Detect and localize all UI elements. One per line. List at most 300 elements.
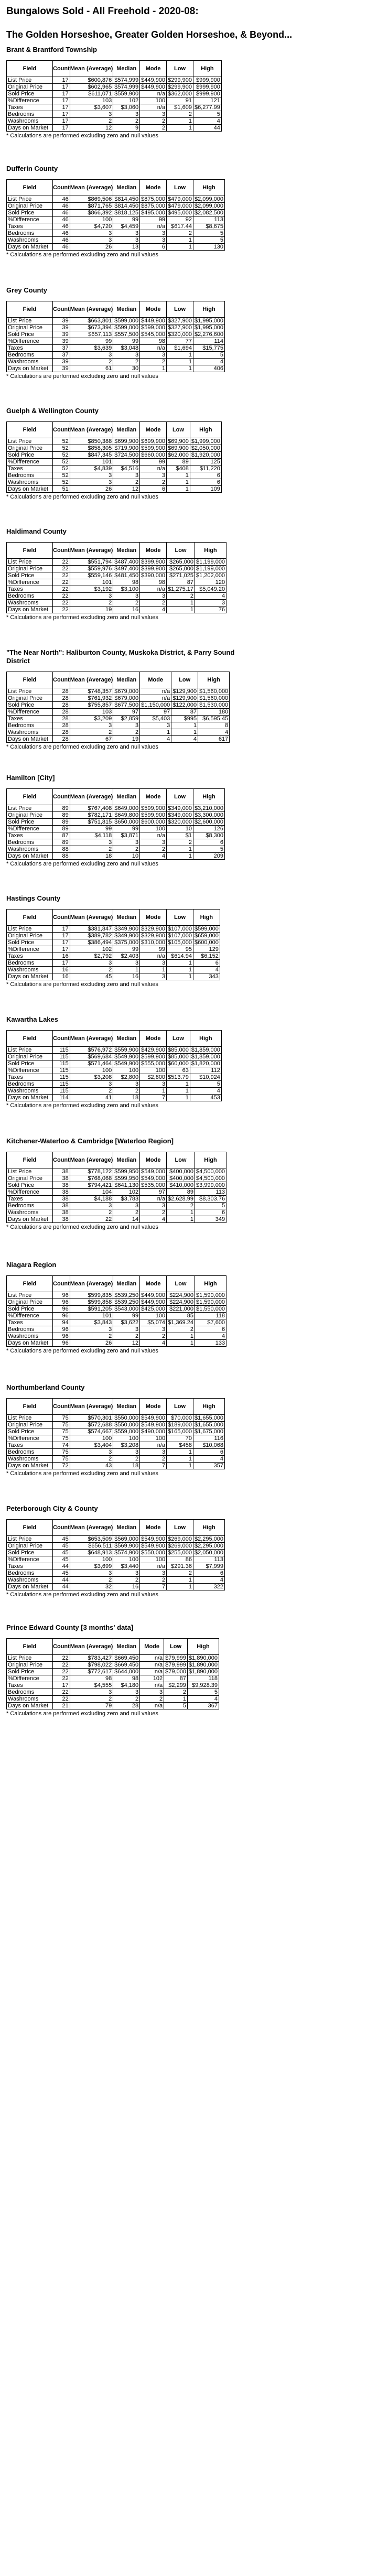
column-header: Median: [113, 61, 140, 77]
table-cell: $349,000: [167, 812, 193, 819]
table-cell: 104: [70, 1189, 113, 1196]
table-header-row: [7, 1031, 222, 1047]
table-cell: 2: [113, 479, 140, 486]
table-cell: $850,388: [70, 438, 113, 445]
table-cell: 10: [167, 826, 193, 832]
table-cell: 96: [53, 1292, 70, 1299]
column-header: Mean (Average): [70, 422, 113, 438]
table-cell: 115: [53, 1054, 70, 1060]
table-cell: 18: [113, 1463, 140, 1469]
table-cell: 22: [53, 579, 70, 586]
table-row: [7, 125, 222, 132]
table-cell: $390,000: [140, 572, 167, 579]
table-cell: $1,890,000: [187, 1669, 219, 1675]
table-row: [7, 1189, 226, 1196]
table-cell: $656,511: [70, 1543, 113, 1550]
table-cell: $291.36: [167, 1563, 193, 1570]
table-cell: $539,250: [113, 1292, 140, 1299]
table-row: [7, 331, 225, 338]
table-cell: $449,900: [140, 84, 167, 91]
table-row: [7, 1182, 226, 1189]
row-label: Taxes: [7, 1442, 53, 1449]
table-cell: 453: [190, 1095, 221, 1101]
table-row: [7, 223, 225, 230]
table-cell: $644,000: [113, 1669, 140, 1675]
table-cell: 89: [53, 812, 70, 819]
table-cell: 100: [113, 1556, 140, 1563]
table-cell: $1,920,000: [190, 452, 221, 459]
table-cell: 1: [167, 1577, 193, 1584]
table-cell: 17: [53, 1682, 70, 1689]
column-header: High: [198, 672, 230, 688]
column-header: High: [193, 61, 221, 77]
table-cell: 2: [167, 1570, 193, 1577]
table-cell: $513.79: [167, 1074, 190, 1081]
table-cell: 26: [70, 486, 113, 493]
table-cell: 102: [113, 1189, 140, 1196]
table-cell: 17: [53, 946, 70, 953]
region-title: Guelph & Wellington County: [6, 407, 99, 415]
table-cell: $265,000: [167, 566, 195, 572]
table-cell: 118: [187, 1675, 219, 1682]
table-cell: $11,220: [190, 466, 221, 472]
table-row: [7, 1074, 222, 1081]
row-label: Sold Price: [7, 1182, 53, 1189]
table-cell: 100: [70, 1435, 113, 1442]
table-cell: $349,900: [113, 926, 140, 933]
table-cell: 22: [53, 1655, 70, 1662]
table-row: [7, 237, 225, 244]
table-cell: $400,000: [167, 1168, 195, 1175]
table-cell: 4: [193, 118, 221, 125]
column-header: High: [193, 301, 224, 318]
table-cell: $572,688: [70, 1422, 113, 1428]
footnote: * Calculations are performed excluding zero and null values: [6, 1224, 158, 1230]
column-header: Count: [53, 1031, 70, 1047]
table-cell: 3: [140, 472, 167, 479]
table-cell: 2: [140, 1209, 167, 1216]
table-cell: $6,595.45: [198, 716, 230, 722]
table-row: [7, 1703, 219, 1709]
table-cell: $599,000: [193, 926, 220, 933]
row-label: %Difference: [7, 98, 53, 104]
table-cell: 3: [70, 111, 113, 118]
table-cell: 4: [171, 736, 198, 743]
region-title: Prince Edward County [3 months' data]: [6, 1623, 134, 1631]
table-cell: 1: [167, 237, 193, 244]
table-cell: 126: [193, 826, 224, 832]
table-cell: $399,900: [140, 559, 167, 566]
table-row: [7, 365, 225, 372]
table-cell: 17: [53, 111, 70, 118]
table-cell: $3,060: [113, 104, 140, 111]
table-cell: 2: [70, 1333, 113, 1340]
table-cell: 52: [53, 479, 70, 486]
table-cell: 74: [53, 1442, 70, 1449]
column-header: High: [193, 910, 220, 926]
column-header: Field: [7, 301, 53, 318]
table-cell: $794,421: [70, 1182, 113, 1189]
table-cell: $329,900: [140, 933, 167, 939]
row-label: List Price: [7, 688, 53, 695]
table-cell: $778,122: [70, 1168, 113, 1175]
table-cell: $559,900: [113, 1047, 140, 1054]
table-row: [7, 1333, 226, 1340]
row-label: List Price: [7, 1047, 53, 1054]
table-cell: $650,000: [113, 819, 140, 826]
table-cell: 3: [70, 839, 113, 846]
row-label: Days on Market: [7, 244, 53, 251]
row-label: List Price: [7, 1168, 53, 1175]
table-cell: 2: [140, 125, 167, 132]
table-header-row: [7, 1152, 226, 1168]
table-cell: $8,300: [193, 832, 224, 839]
column-header: Count: [53, 1639, 70, 1655]
table-cell: $847,345: [70, 452, 113, 459]
table-cell: $5,049.20: [195, 586, 226, 593]
table-cell: $599,000: [140, 324, 167, 331]
table-cell: 1: [140, 365, 167, 372]
table-cell: $1,999,000: [190, 438, 221, 445]
table-cell: $224,900: [167, 1292, 195, 1299]
table-cell: 3: [140, 839, 167, 846]
table-row: [7, 196, 225, 203]
table-cell: 5: [193, 846, 224, 853]
column-header: Mean (Average): [70, 1031, 113, 1047]
table-row: [7, 933, 220, 939]
table-row: [7, 1570, 225, 1577]
row-label: Sold Price: [7, 572, 53, 579]
table-header-row: [7, 543, 226, 559]
table-cell: $4,720: [70, 223, 113, 230]
row-label: Days on Market: [7, 973, 53, 980]
table-row: [7, 217, 225, 223]
table-cell: 101: [70, 579, 113, 586]
table-cell: 118: [195, 1313, 226, 1319]
table-cell: 3: [140, 1081, 167, 1088]
table-cell: $4,500,000: [195, 1175, 226, 1182]
column-header: Mean (Average): [70, 672, 113, 688]
table-cell: $479,000: [167, 196, 193, 203]
table-cell: 4: [193, 1456, 224, 1463]
column-header: Field: [7, 543, 53, 559]
table-cell: $3,622: [113, 1319, 140, 1326]
table-cell: $875,000: [140, 203, 167, 210]
table-cell: $1,820,000: [190, 1060, 221, 1067]
region-section: [6, 165, 361, 258]
row-label: Original Price: [7, 933, 53, 939]
table-cell: $7,999: [193, 1563, 224, 1570]
table-header-row: [7, 1276, 226, 1292]
table-cell: 2: [140, 1456, 167, 1463]
table-cell: $105,000: [167, 939, 193, 946]
table-cell: $657,113: [70, 331, 113, 338]
table-cell: 5: [193, 111, 221, 118]
table-cell: 3: [70, 472, 113, 479]
column-header: Low: [171, 672, 198, 688]
table-row: [7, 1435, 225, 1442]
table-cell: 89: [53, 839, 70, 846]
table-header-row: [7, 1639, 219, 1655]
table-cell: 5: [193, 352, 224, 359]
table-cell: $1: [167, 832, 193, 839]
table-cell: 115: [53, 1074, 70, 1081]
table-cell: 99: [140, 217, 167, 223]
table-cell: 5: [190, 1081, 221, 1088]
table-cell: $653,509: [70, 1536, 113, 1543]
table-row: [7, 352, 225, 359]
table-cell: $545,000: [140, 331, 167, 338]
table-cell: $429,900: [140, 1047, 167, 1054]
row-label: Bedrooms: [7, 1081, 53, 1088]
table-cell: $2,859: [113, 716, 140, 722]
table-row: [7, 210, 225, 217]
row-label: Bedrooms: [7, 960, 53, 967]
footnote: * Calculations are performed excluding zero and null values: [6, 614, 158, 621]
table-row: [7, 967, 220, 973]
table-cell: 3: [140, 1570, 167, 1577]
table-cell: 16: [113, 1584, 140, 1590]
table-cell: $599,950: [113, 1168, 140, 1175]
table-cell: 13: [113, 244, 140, 251]
table-cell: 38: [53, 1182, 70, 1189]
table-cell: 3: [70, 1081, 113, 1088]
row-label: Taxes: [7, 223, 53, 230]
table-cell: 6: [140, 486, 167, 493]
region-section: [6, 1505, 361, 1598]
table-cell: n/a: [140, 1669, 164, 1675]
column-header: Mode: [140, 543, 167, 559]
table-cell: 102: [113, 98, 140, 104]
table-cell: $669,450: [113, 1655, 140, 1662]
table-row: [7, 1456, 225, 1463]
table-cell: $4,500,000: [195, 1168, 226, 1175]
row-label: Taxes: [7, 953, 53, 960]
table-cell: 114: [193, 338, 224, 345]
table-cell: 39: [53, 331, 70, 338]
region-section: [6, 648, 361, 751]
table-cell: 87: [53, 832, 70, 839]
table-cell: 3: [140, 960, 167, 967]
table-cell: 6: [190, 472, 221, 479]
table-cell: 3: [140, 593, 167, 600]
table-cell: 96: [53, 1306, 70, 1313]
row-label: Taxes: [7, 586, 53, 593]
row-label: %Difference: [7, 1675, 53, 1682]
table-cell: 91: [167, 98, 193, 104]
table-cell: n/a: [140, 1703, 164, 1709]
table-cell: 63: [167, 1067, 190, 1074]
column-header: Count: [53, 672, 70, 688]
row-label: Taxes: [7, 832, 53, 839]
table-cell: $224,900: [167, 1299, 195, 1306]
row-label: Washrooms: [7, 846, 53, 853]
table-row: [7, 722, 230, 729]
table-cell: $495,000: [140, 210, 167, 217]
table-row: [7, 960, 220, 967]
table-cell: $599,000: [113, 324, 140, 331]
table-cell: 37: [53, 352, 70, 359]
table-row: [7, 466, 222, 472]
table-cell: $814,450: [113, 203, 140, 210]
table-cell: 367: [187, 1703, 219, 1709]
table-row: [7, 566, 226, 572]
table-cell: 3: [195, 600, 226, 607]
table-cell: 6: [195, 1209, 226, 1216]
table-row: [7, 1422, 225, 1428]
table-cell: 3: [113, 1449, 140, 1456]
row-label: Bedrooms: [7, 1203, 53, 1209]
row-label: Sold Price: [7, 702, 53, 709]
column-header: Low: [167, 1031, 190, 1047]
table-cell: 115: [53, 1088, 70, 1095]
row-label: Taxes: [7, 716, 53, 722]
table-cell: 45: [53, 1536, 70, 1543]
table-cell: n/a: [140, 586, 167, 593]
table-cell: 75: [53, 1422, 70, 1428]
table-cell: 100: [140, 1556, 167, 1563]
stats-table: [6, 909, 220, 980]
row-label: %Difference: [7, 338, 53, 345]
table-cell: 30: [113, 365, 140, 372]
table-cell: $559,976: [70, 566, 113, 572]
table-cell: 2: [113, 1209, 140, 1216]
table-cell: 100: [140, 98, 167, 104]
table-cell: 3: [70, 593, 113, 600]
table-cell: 5: [193, 230, 224, 237]
table-cell: 99: [140, 459, 167, 466]
table-cell: $2,295,000: [193, 1543, 224, 1550]
table-cell: $783,427: [70, 1655, 113, 1662]
table-cell: 98: [140, 338, 167, 345]
table-row: [7, 607, 226, 613]
table-cell: 97: [140, 709, 171, 716]
table-cell: 3: [70, 1689, 113, 1696]
table-cell: 2: [167, 230, 193, 237]
table-cell: 3: [70, 1449, 113, 1456]
table-cell: 75: [53, 1428, 70, 1435]
table-row: [7, 559, 226, 566]
table-row: [7, 359, 225, 365]
table-row: [7, 472, 222, 479]
table-row: [7, 1428, 225, 1435]
table-cell: 14: [113, 1216, 140, 1223]
table-cell: 4: [195, 593, 226, 600]
table-cell: $425,000: [140, 1306, 167, 1313]
table-cell: $349,000: [167, 805, 193, 812]
table-cell: 44: [53, 1577, 70, 1584]
table-row: [7, 486, 222, 493]
table-cell: 22: [53, 572, 70, 579]
table-cell: $3,843: [70, 1319, 113, 1326]
table-cell: 89: [167, 459, 190, 466]
table-cell: 2: [113, 1696, 140, 1703]
table-cell: 209: [193, 853, 224, 860]
table-cell: 1: [167, 1095, 190, 1101]
table-cell: $1,890,000: [187, 1662, 219, 1669]
table-row: [7, 244, 225, 251]
table-cell: 99: [113, 1313, 140, 1319]
table-cell: 101: [70, 1313, 113, 1319]
table-cell: $1,560,000: [198, 688, 230, 695]
table-cell: 3: [140, 1203, 167, 1209]
table-cell: $2,276,600: [193, 331, 224, 338]
table-cell: $400,000: [167, 1175, 195, 1182]
table-cell: $549,900: [140, 1536, 167, 1543]
table-cell: 37: [53, 345, 70, 352]
table-cell: 103: [70, 98, 113, 104]
table-cell: $2,295,000: [193, 1536, 224, 1543]
table-cell: 77: [167, 338, 193, 345]
table-cell: $1,859,000: [190, 1047, 221, 1054]
table-cell: n/a: [140, 695, 171, 702]
table-cell: n/a: [140, 832, 167, 839]
column-header: Low: [167, 422, 190, 438]
table-row: [7, 695, 230, 702]
table-row: [7, 1675, 219, 1682]
column-header: Median: [113, 1639, 140, 1655]
stats-table: [6, 1275, 226, 1347]
table-cell: 12: [113, 1340, 140, 1347]
table-cell: $535,000: [140, 1182, 167, 1189]
region-section: [6, 1015, 361, 1109]
table-cell: $574,999: [113, 84, 140, 91]
column-header: Mean (Average): [70, 1520, 113, 1536]
table-cell: 16: [113, 607, 140, 613]
table-cell: $599,835: [70, 1292, 113, 1299]
table-cell: $255,000: [167, 1550, 193, 1556]
table-cell: 17: [53, 98, 70, 104]
table-row: [7, 1442, 225, 1449]
row-label: %Difference: [7, 217, 53, 223]
table-cell: 19: [70, 607, 113, 613]
table-cell: 3: [113, 839, 140, 846]
stats-table: [6, 60, 222, 132]
table-cell: 16: [53, 953, 70, 960]
table-row: [7, 104, 222, 111]
table-cell: 45: [53, 1556, 70, 1563]
table-cell: 38: [53, 1168, 70, 1175]
table-cell: $3,100: [113, 586, 140, 593]
table-row: [7, 1047, 222, 1054]
table-row: [7, 1292, 226, 1299]
table-cell: $320,000: [167, 331, 193, 338]
row-label: %Difference: [7, 459, 53, 466]
footnote: * Calculations are performed excluding zero and null values: [6, 981, 158, 988]
table-cell: $2,299: [164, 1682, 188, 1689]
row-label: Bedrooms: [7, 230, 53, 237]
table-cell: 4: [140, 607, 167, 613]
table-cell: $1,150,000: [140, 702, 171, 709]
table-cell: $449,900: [140, 318, 167, 324]
column-header: Count: [53, 910, 70, 926]
table-cell: $699,900: [140, 438, 167, 445]
table-cell: 2: [140, 1333, 167, 1340]
table-cell: 3: [140, 1449, 167, 1456]
column-header: Mode: [140, 1639, 164, 1655]
table-cell: $559,146: [70, 572, 113, 579]
table-cell: 4: [193, 967, 220, 973]
table-cell: $551,794: [70, 559, 113, 566]
row-label: Taxes: [7, 1319, 53, 1326]
table-cell: 26: [70, 244, 113, 251]
table-cell: 3: [113, 960, 140, 967]
table-row: [7, 688, 230, 695]
table-cell: $1,890,000: [187, 1655, 219, 1662]
table-cell: 19: [113, 736, 140, 743]
table-cell: 115: [53, 1081, 70, 1088]
row-label: Original Price: [7, 1175, 53, 1182]
